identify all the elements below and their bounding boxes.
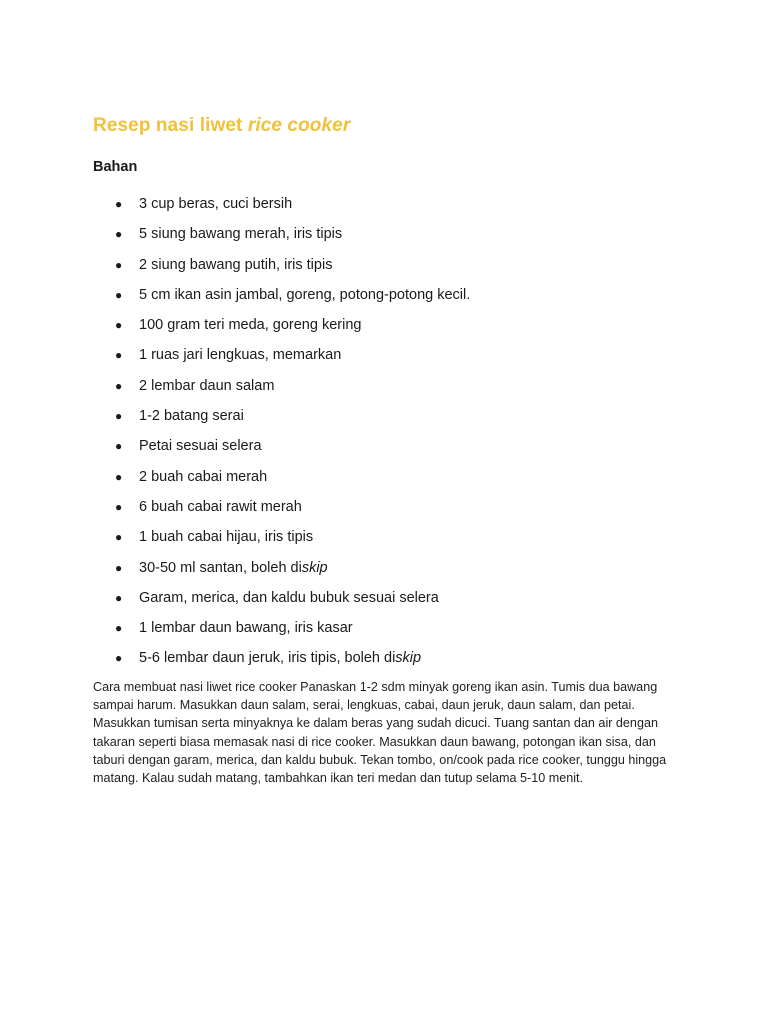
ingredient-text: 5-6 lembar daun jeruk, iris tipis, boleh di <box>139 650 396 667</box>
ingredient-item <box>93 618 683 648</box>
bullet-icon: ● <box>115 560 123 575</box>
ingredient-item <box>93 255 683 285</box>
ingredient-text: 5 siung bawang merah, iris tipis <box>139 226 343 243</box>
recipe-title <box>93 115 350 137</box>
bullet-icon: ● <box>115 348 123 363</box>
ingredient-text: 6 buah cabai rawit merah <box>139 498 302 515</box>
ingredient-text: 2 buah cabai merah <box>139 468 268 485</box>
ingredient-item <box>93 376 683 406</box>
ingredient-item <box>93 315 683 345</box>
bullet-icon: ● <box>115 227 123 242</box>
bullet-icon: ● <box>115 439 123 454</box>
ingredient-item <box>93 588 683 618</box>
ingredient-item <box>93 285 683 315</box>
ingredient-text: 1 lembar daun bawang, iris kasar <box>139 620 353 637</box>
ingredient-text: Garam, merica, dan kaldu bubuk sesuai selera <box>139 589 439 606</box>
bullet-icon: ● <box>115 621 123 636</box>
bullet-icon: ● <box>115 651 123 666</box>
bullet-icon: ● <box>115 469 123 484</box>
ingredient-text: 1 buah cabai hijau, iris tipis <box>139 529 314 546</box>
ingredient-item <box>93 436 683 466</box>
ingredient-item <box>93 527 683 557</box>
ingredient-item <box>93 497 683 527</box>
ingredient-item <box>93 224 683 254</box>
ingredient-item <box>93 558 683 588</box>
ingredient-italic-text: skip <box>301 559 328 576</box>
bullet-icon: ● <box>115 287 123 302</box>
ingredient-italic-text: skip <box>395 650 422 667</box>
ingredient-text: 2 lembar daun salam <box>139 377 275 394</box>
ingredient-text: 2 siung bawang putih, iris tipis <box>139 256 333 273</box>
ingredient-item <box>93 648 683 678</box>
ingredient-text: Petai sesuai selera <box>139 438 262 455</box>
bullet-icon: ● <box>115 499 123 514</box>
ingredient-item <box>93 406 683 436</box>
ingredient-item <box>93 194 683 224</box>
ingredient-text: 1-2 batang serai <box>139 408 244 425</box>
ingredient-item <box>93 467 683 497</box>
bullet-icon: ● <box>115 197 123 211</box>
bullet-icon: ● <box>115 530 123 545</box>
recipe-title-main: Resep nasi liwet <box>93 115 248 136</box>
ingredient-text: 100 gram teri meda, goreng kering <box>139 317 362 334</box>
bullet-icon: ● <box>115 378 123 393</box>
ingredient-list <box>93 194 683 679</box>
ingredient-item <box>93 345 683 375</box>
bullet-icon: ● <box>115 318 123 333</box>
ingredients-heading: Bahan <box>93 159 138 175</box>
bullet-icon: ● <box>115 257 123 272</box>
ingredient-text: 30-50 ml santan, boleh di <box>139 559 302 576</box>
ingredient-text: 3 cup beras, cuci bersih <box>139 196 293 212</box>
ingredient-text: 1 ruas jari lengkuas, memarkan <box>139 347 342 364</box>
bullet-icon: ● <box>115 590 123 605</box>
method-paragraph: Cara membuat nasi liwet rice cooker Panaskan 1-2 sdm minyak goreng ikan asin. Tumis dua bawang sampai harum. Masukkan daun salam, serai, lengkuas, cabai, daun jeruk, daun salam, dan petai. Masukkan tumisan serta minyaknya ke dalam beras yang sudah dicuci. Tuang santan dan air dengan takaran seperti biasa memasak nasi di rice cooker. Masukkan daun bawang, potongan ikan sisa, dan taburi dengan garam, merica, dan kaldu bubuk. Tekan tombo, on/cook pada rice cooker, tunggu hingga matang. Kalau sudah matang, tambahkan ikan teri medan dan tutup selama 5-10 menit. <box>93 680 667 786</box>
ingredient-text: 5 cm ikan asin jambal, goreng, potong-potong kecil. <box>139 286 471 303</box>
recipe-title-italic: rice cooker <box>247 115 351 136</box>
bullet-icon: ● <box>115 409 123 424</box>
